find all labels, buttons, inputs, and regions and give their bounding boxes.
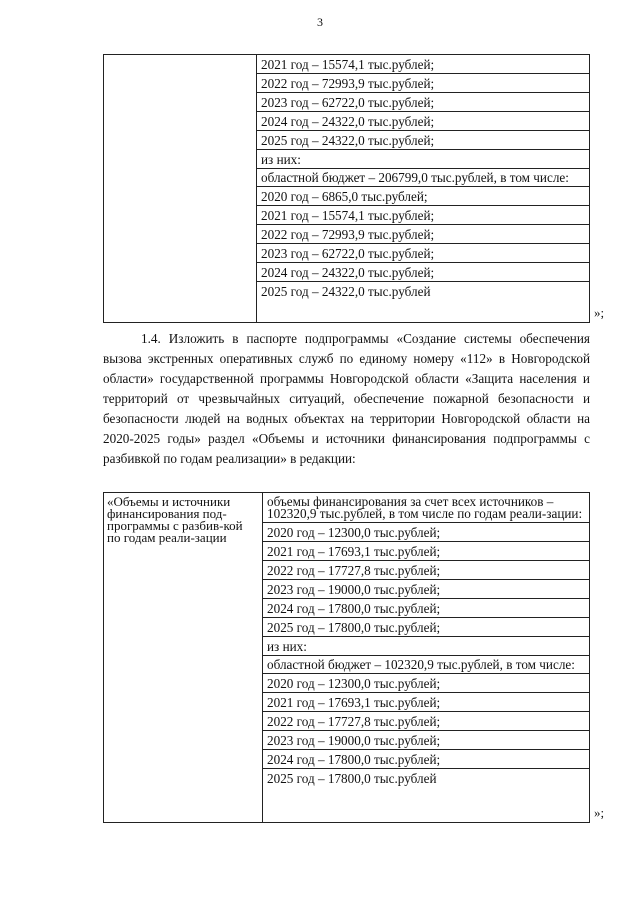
table-line: 2025 год – 17800,0 тыс.рублей; — [263, 618, 589, 637]
closing-quote: »; — [594, 805, 605, 820]
table-line: 2024 год – 24322,0 тыс.рублей; — [257, 112, 589, 131]
table-line: 2022 год – 17727,8 тыс.рублей; — [263, 561, 589, 580]
table-line: 2021 год – 17693,1 тыс.рублей; — [263, 542, 589, 561]
table-line: 2024 год – 17800,0 тыс.рублей; — [263, 599, 589, 618]
table-line: 2021 год – 17693,1 тыс.рублей; — [263, 693, 589, 712]
table-line: 2023 год – 19000,0 тыс.рублей; — [263, 580, 589, 599]
table-line: 2021 год – 15574,1 тыс.рублей; — [257, 55, 589, 74]
table-line: из них: — [257, 150, 589, 169]
table-line: 2024 год – 24322,0 тыс.рублей; — [257, 263, 589, 282]
table-line: 2024 год – 17800,0 тыс.рублей; — [263, 750, 589, 769]
table-line: 2022 год – 17727,8 тыс.рублей; — [263, 712, 589, 731]
table-line: 2022 год – 72993,9 тыс.рублей; — [257, 74, 589, 93]
table-line: 2022 год – 72993,9 тыс.рублей; — [257, 225, 589, 244]
table-left-cell — [104, 55, 257, 323]
page-number: 3 — [317, 15, 323, 29]
closing-quote: »; — [594, 305, 605, 320]
table-line: 2023 год – 62722,0 тыс.рублей; — [257, 244, 589, 263]
table-line: 2023 год – 62722,0 тыс.рублей; — [257, 93, 589, 112]
table-line: 2020 год – 12300,0 тыс.рублей; — [263, 523, 589, 542]
table-line: 2020 год – 12300,0 тыс.рублей; — [263, 674, 589, 693]
table-line: областной бюджет – 206799,0 тыс.рублей, в том числе: — [257, 169, 589, 187]
table-line: из них: — [263, 637, 589, 656]
table-line: 2023 год – 19000,0 тыс.рублей; — [263, 731, 589, 750]
paragraph-text: 1.4. Изложить в паспорте подпрограммы «Создание системы обеспечения вызова экстренных оперативных служб по единому номеру «112» в Новгородской области» государственной программы Новгородской области «Защита населения и территорий от чрезвычайных ситуаций, обеспечение пожарной безопасности и безопасности людей на водных объектах на территории Новгородской области на 2020-2025 годы» раздел «Объемы и источники финансирования подпрограммы с разбивкой по годам реализации» в редакции: — [103, 331, 590, 466]
table-right-cell — [257, 55, 590, 323]
table-left-cell: «Объемы и источники финансирования под-программы с разбив-кой по годам реали-зации — [104, 493, 263, 823]
table-line: 2021 год – 15574,1 тыс.рублей; — [257, 206, 589, 225]
table-line: объемы финансирования за счет всех источников – 102320,9 тыс.рублей, в том числе по годам реали-зации: — [263, 493, 589, 523]
table-line: 2020 год – 6865,0 тыс.рублей; — [257, 187, 589, 206]
table-right-cell — [263, 493, 590, 823]
table-line: областной бюджет – 102320,9 тыс.рублей, в том числе: — [263, 656, 589, 674]
funding-table-continued — [103, 54, 590, 323]
amendment-paragraph — [103, 329, 590, 469]
table-line: 2025 год – 24322,0 тыс.рублей; — [257, 131, 589, 150]
table-line: 2025 год – 24322,0 тыс.рублей — [261, 284, 431, 299]
table-line: 2025 год – 17800,0 тыс.рублей — [267, 771, 437, 786]
funding-table-new — [103, 492, 590, 823]
